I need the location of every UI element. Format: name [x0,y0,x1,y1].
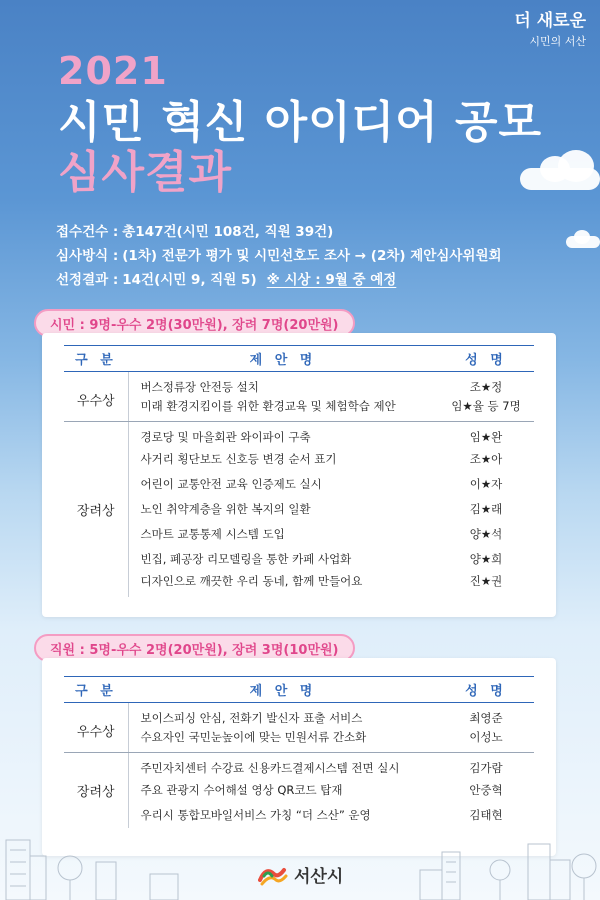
header-proposal: 제 안 명 [128,346,438,372]
info-text: (1차) 전문가 평가 및 시민선호도 조사 → (2차) 제안심사위원회 [122,248,502,264]
proposal-cell: 수요자인 국민눈높이에 맞는 민원서류 간소화 [128,728,438,753]
proposal-cell: 보이스피싱 안심, 전화기 발신자 표출 서비스 [128,703,438,728]
name-cell: 조★아 [469,452,503,466]
header-name: 성 명 [438,346,534,372]
table-row [64,753,534,778]
table-row [64,572,534,597]
citizen-section-pill: 시민 : 9명-우수 2명(30만원), 장려 7명(20만원) [34,309,355,337]
name-cell: 임★완 [469,430,503,445]
proposal-cell: 주민자치센터 수강료 신용카드결제시스템 전면 실시 [128,753,438,778]
name-cell: 김태현 [469,808,503,822]
citizen-results-table [64,345,534,597]
proposal-cell: 사거리 횡단보도 신호등 변경 순서 표기 [128,447,438,472]
seosan-logo-icon [258,864,288,886]
info-row-received [56,218,502,242]
table-row [64,497,534,522]
title-block [58,49,542,199]
name-cell: 양★석 [469,527,503,541]
brand-slogan [514,12,586,48]
proposal-cell: 우리시 통합모바일서비스 가칭 “더 스산” 운영 [128,803,438,828]
proposal-cell: 버스정류장 안전등 설치 [128,372,438,397]
table-row [64,728,534,753]
proposal-cell: 스마트 교통통제 시스템 도입 [128,522,438,547]
page-title: 시민 혁신 아이디어 공모 [58,96,542,148]
proposal-cell: 노인 취약계층을 위한 복지의 일환 [128,497,438,522]
name-cell: 김가람 [469,761,503,776]
name-cell: 임★율 등 7명 [438,397,534,422]
info-label: 심사방식 : [56,248,119,264]
category-cell: 장려상 [76,784,115,800]
page-subtitle: 심사결과 [58,147,233,199]
header-name: 성 명 [438,677,534,703]
table-row [64,447,534,472]
name-cell: 양★희 [469,552,503,566]
name-cell: 이★자 [469,477,503,491]
name-cell: 최영준 [469,711,503,726]
proposal-cell: 디자인으로 깨끗한 우리 동네, 함께 만들어요 [128,572,438,597]
city-logo [258,862,343,887]
name-cell: 조★정 [469,380,503,395]
citizen-results-card [42,333,556,617]
info-row-result [56,266,502,290]
info-text: 총147건(시민 108건, 직원 39건) [122,224,334,240]
table-row [64,472,534,497]
table-row [64,397,534,422]
name-cell: 진★권 [469,574,503,588]
header-category: 구 분 [64,346,128,372]
info-summary [56,218,502,290]
category-cell: 장려상 [76,503,115,519]
info-label: 접수건수 : [56,224,119,240]
table-row [64,522,534,547]
table-row [64,703,534,728]
proposal-cell: 경로당 및 마을회관 와이파이 구축 [128,422,438,447]
table-row [64,422,534,447]
header-category: 구 분 [64,677,128,703]
name-cell: 이성노 [438,728,534,753]
proposal-cell: 어린이 교통안전 교육 인증제도 실시 [128,472,438,497]
table-row [64,547,534,572]
table-row [64,372,534,397]
table-header-row [64,346,534,372]
proposal-cell: 주요 관광지 수어해설 영상 QR코드 탑재 [128,778,438,803]
brand-line2: 시민의 서산 [529,34,586,48]
table-row [64,778,534,803]
info-row-method [56,242,502,266]
proposal-cell: 빈집, 폐공장 리모델링을 통한 카페 사업화 [128,547,438,572]
category-cell: 우수상 [64,703,128,753]
brand-line1: 더 새로운 [514,11,586,31]
table-header-row [64,677,534,703]
name-cell: 안중혁 [469,783,503,797]
staff-section-pill: 직원 : 5명-우수 2명(20만원), 장려 3명(10만원) [34,634,355,662]
category-cell: 우수상 [64,372,128,422]
title-year: 2021 [58,49,168,93]
staff-results-table [64,676,534,828]
info-label: 선정결과 : [56,272,119,288]
header-proposal: 제 안 명 [128,677,438,703]
proposal-cell: 미래 환경지킴이를 위한 환경교육 및 체험학습 제안 [128,397,438,422]
info-text: 14건(시민 9, 직원 5) [122,272,257,288]
name-cell: 김★래 [469,502,503,516]
city-logo-text: 서산시 [294,867,344,887]
award-schedule-note: ※ 시상 : 9월 중 예정 [266,272,397,288]
